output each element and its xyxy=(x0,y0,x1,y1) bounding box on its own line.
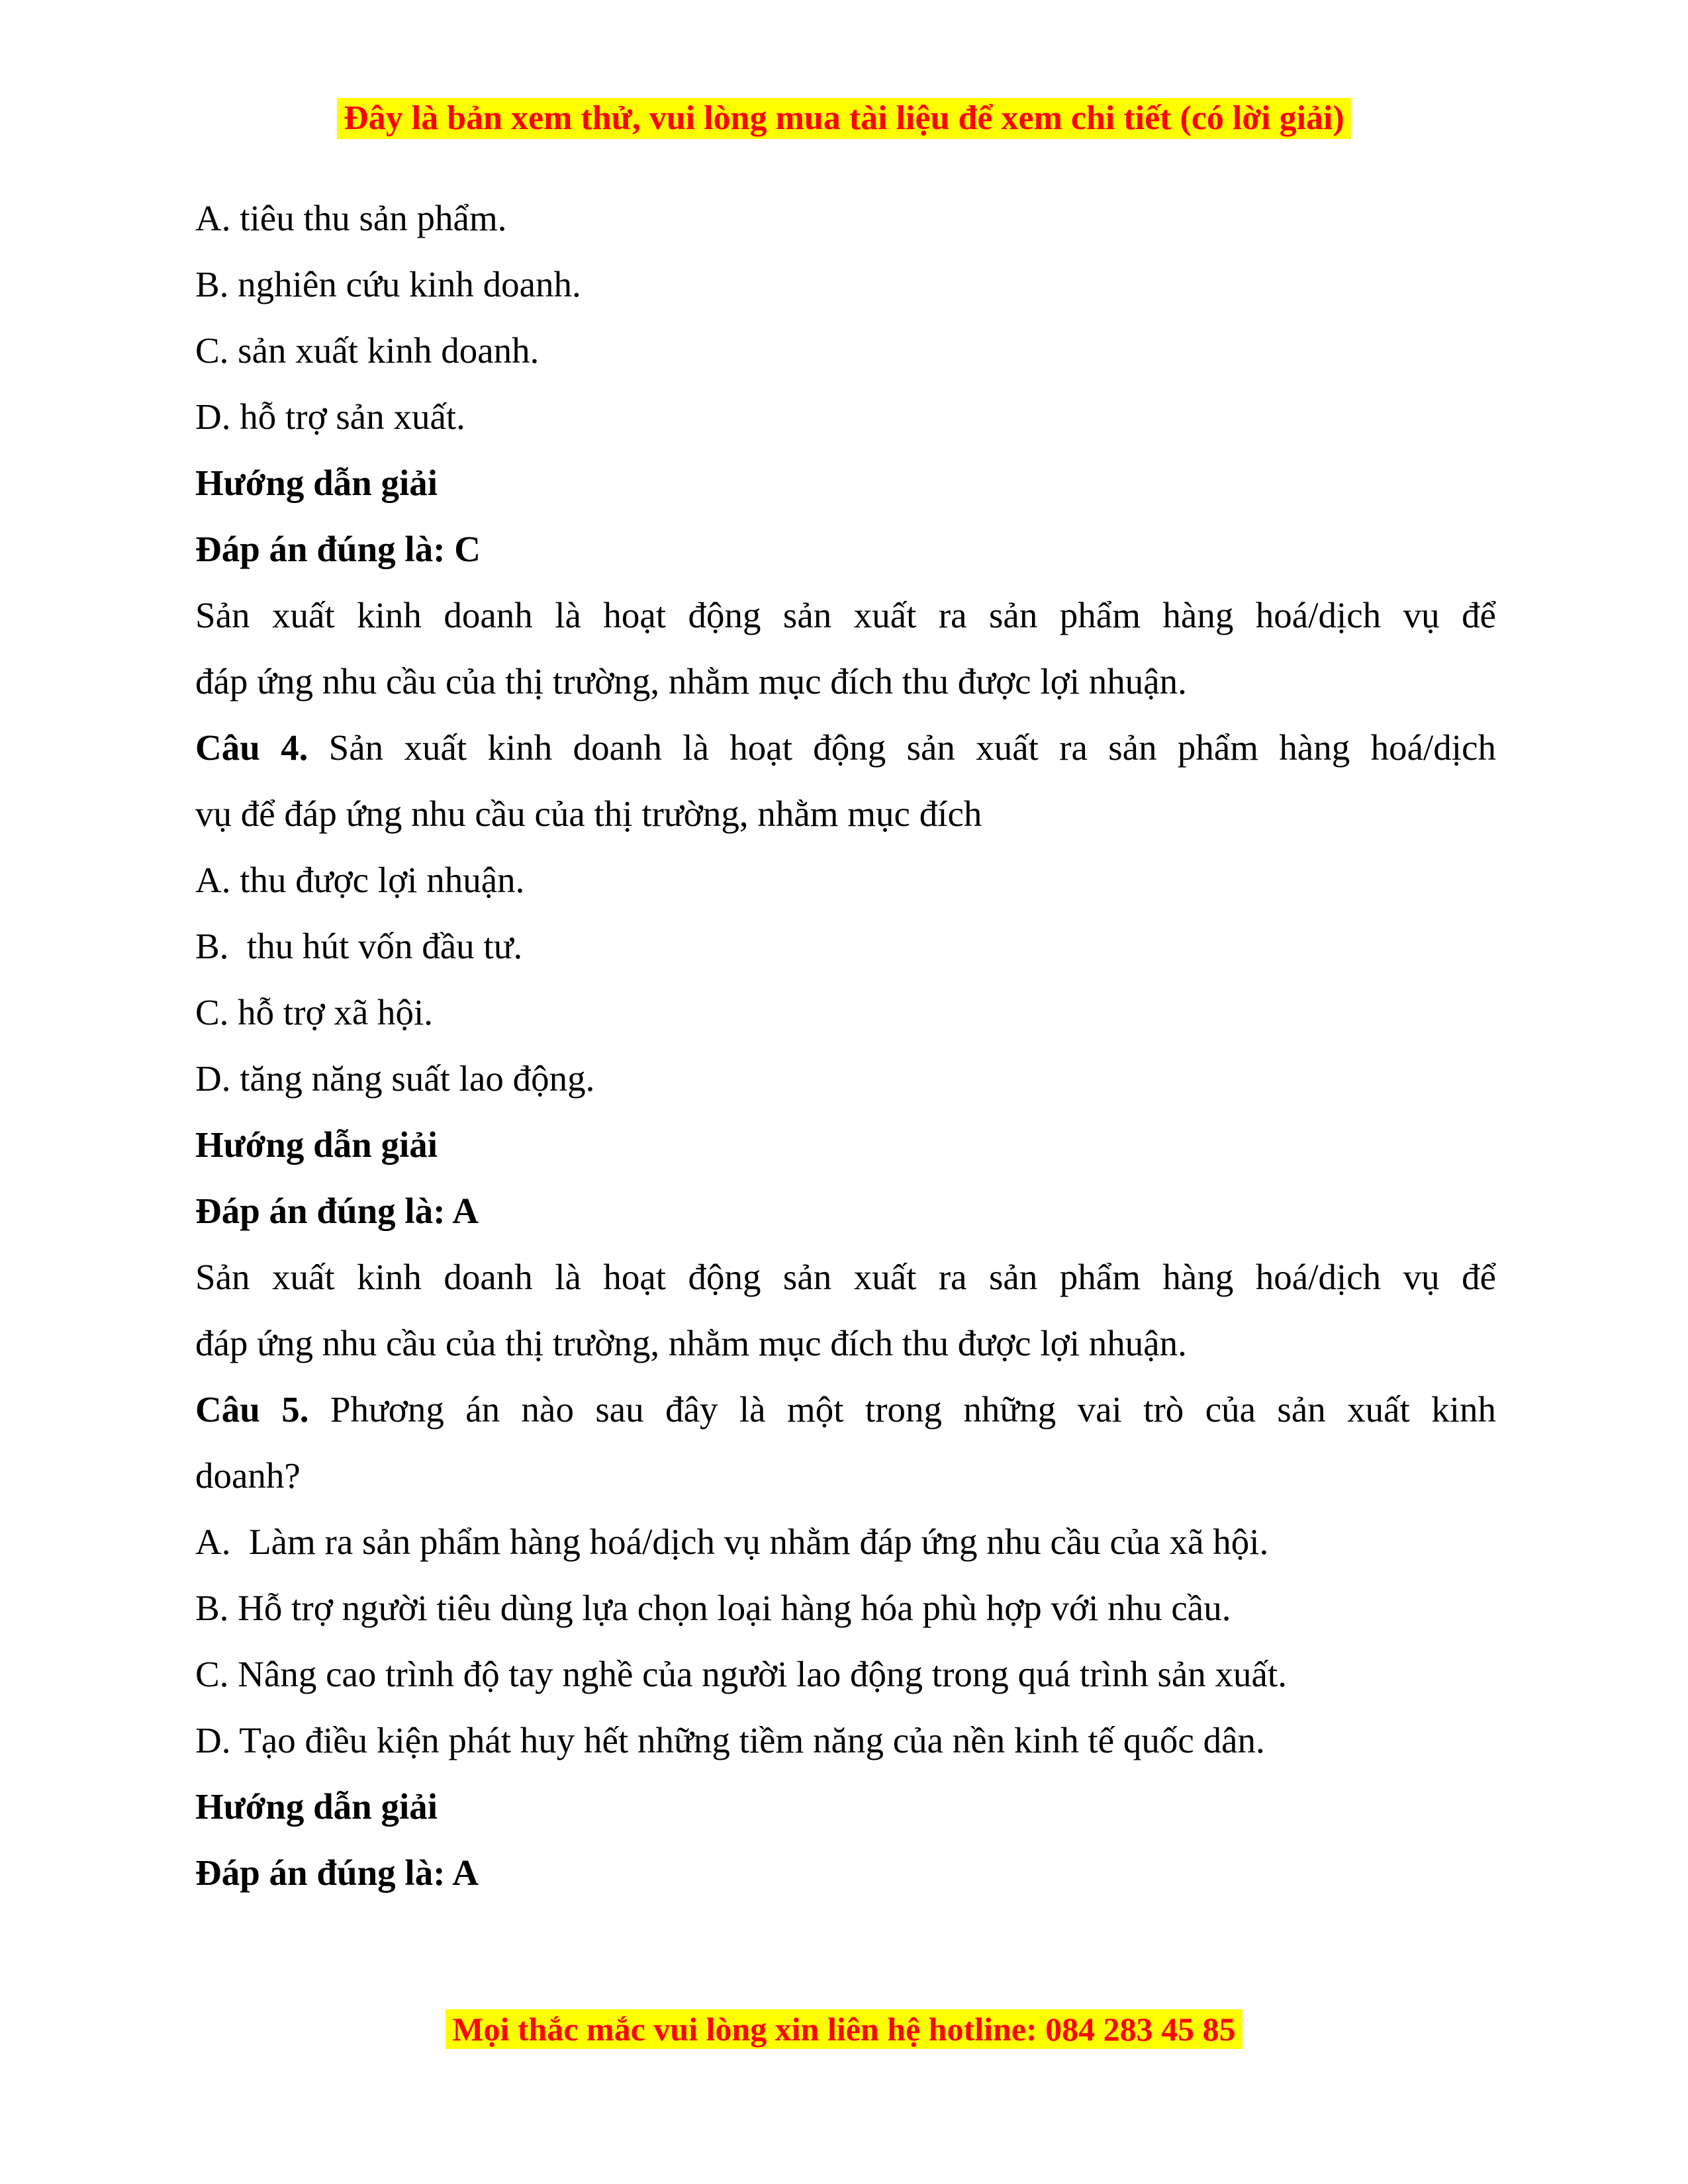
document-line xyxy=(195,450,1496,516)
document-line xyxy=(195,1509,1496,1575)
text-segment-bold: Đáp án đúng là: C xyxy=(195,529,481,569)
text-segment-bold: Câu 5. xyxy=(195,1389,309,1430)
text-segment: B. thu hút vốn đầu tư. xyxy=(195,926,523,966)
document-line xyxy=(195,913,1496,979)
text-segment: D. hỗ trợ sản xuất. xyxy=(195,396,465,437)
document-line xyxy=(195,781,1496,847)
document-line xyxy=(195,1774,1496,1840)
text-segment: C. Nâng cao trình độ tay nghề của người lao động trong quá trình sản xuất. xyxy=(195,1654,1287,1694)
text-segment: C. hỗ trợ xã hội. xyxy=(195,992,434,1032)
document-line xyxy=(195,251,1496,318)
text-segment: vụ để đáp ứng nhu cầu của thị trường, nhằm mục đích xyxy=(195,794,982,834)
document-line xyxy=(195,1443,1496,1509)
document-line xyxy=(195,715,1496,781)
text-segment: Sản xuất kinh doanh là hoạt động sản xuất ra sản phẩm hàng hoá/dịch vụ để xyxy=(195,595,1496,635)
document-line xyxy=(195,1178,1496,1244)
hotline-banner xyxy=(0,2009,1688,2049)
document-line xyxy=(195,1310,1496,1377)
document-line xyxy=(195,1840,1496,1906)
text-segment: Phương án nào sau đây là một trong những vai trò của sản xuất kinh xyxy=(308,1389,1497,1430)
hotline-banner-text: Mọi thắc mắc vui lòng xin liên hệ hotline: 084 283 45 85 xyxy=(445,2009,1242,2049)
document-body xyxy=(195,185,1496,1906)
document-line xyxy=(195,1244,1496,1310)
text-segment: B. nghiên cứu kinh doanh. xyxy=(195,264,581,304)
text-segment: D. tăng năng suất lao động. xyxy=(195,1058,595,1099)
document-line xyxy=(195,1641,1496,1707)
document-line xyxy=(195,516,1496,582)
text-segment: đáp ứng nhu cầu của thị trường, nhằm mục đích thu được lợi nhuận. xyxy=(195,1323,1187,1363)
text-segment: D. Tạo điều kiện phát huy hết những tiềm năng của nền kinh tế quốc dân. xyxy=(195,1720,1265,1760)
document-line xyxy=(195,582,1496,649)
document-line xyxy=(195,1377,1496,1443)
text-segment-bold: Hướng dẫn giải xyxy=(195,463,438,503)
text-segment: C. sản xuất kinh doanh. xyxy=(195,330,539,371)
text-segment: A. thu được lợi nhuận. xyxy=(195,860,525,900)
document-line xyxy=(195,185,1496,251)
text-segment-bold: Câu 4. xyxy=(195,727,308,768)
text-segment-bold: Đáp án đúng là: A xyxy=(195,1191,479,1231)
text-segment: A. Làm ra sản phẩm hàng hoá/dịch vụ nhằm đáp ứng nhu cầu của xã hội. xyxy=(195,1522,1269,1562)
text-segment: Sản xuất kinh doanh là hoạt động sản xuất ra sản phẩm hàng hoá/dịch vụ để xyxy=(195,1257,1496,1297)
document-line xyxy=(195,1707,1496,1774)
preview-banner xyxy=(0,98,1688,139)
document-line xyxy=(195,1046,1496,1112)
document-line xyxy=(195,1112,1496,1178)
text-segment: đáp ứng nhu cầu của thị trường, nhằm mục đích thu được lợi nhuận. xyxy=(195,661,1187,702)
document-line xyxy=(195,1575,1496,1641)
document-line xyxy=(195,847,1496,913)
text-segment: B. Hỗ trợ người tiêu dùng lựa chọn loại hàng hóa phù hợp với nhu cầu. xyxy=(195,1588,1231,1628)
text-segment: Sản xuất kinh doanh là hoạt động sản xuất ra sản phẩm hàng hoá/dịch xyxy=(308,727,1497,768)
text-segment: A. tiêu thu sản phẩm. xyxy=(195,198,507,238)
document-line xyxy=(195,384,1496,450)
document-line xyxy=(195,318,1496,384)
text-segment-bold: Hướng dẫn giải xyxy=(195,1124,438,1165)
text-segment-bold: Đáp án đúng là: A xyxy=(195,1852,479,1893)
text-segment: doanh? xyxy=(195,1455,301,1496)
document-line xyxy=(195,649,1496,715)
text-segment-bold: Hướng dẫn giải xyxy=(195,1786,438,1827)
document-line xyxy=(195,979,1496,1046)
preview-banner-text: Đây là bản xem thử, vui lòng mua tài liệu để xem chi tiết (có lời giải) xyxy=(337,98,1351,139)
